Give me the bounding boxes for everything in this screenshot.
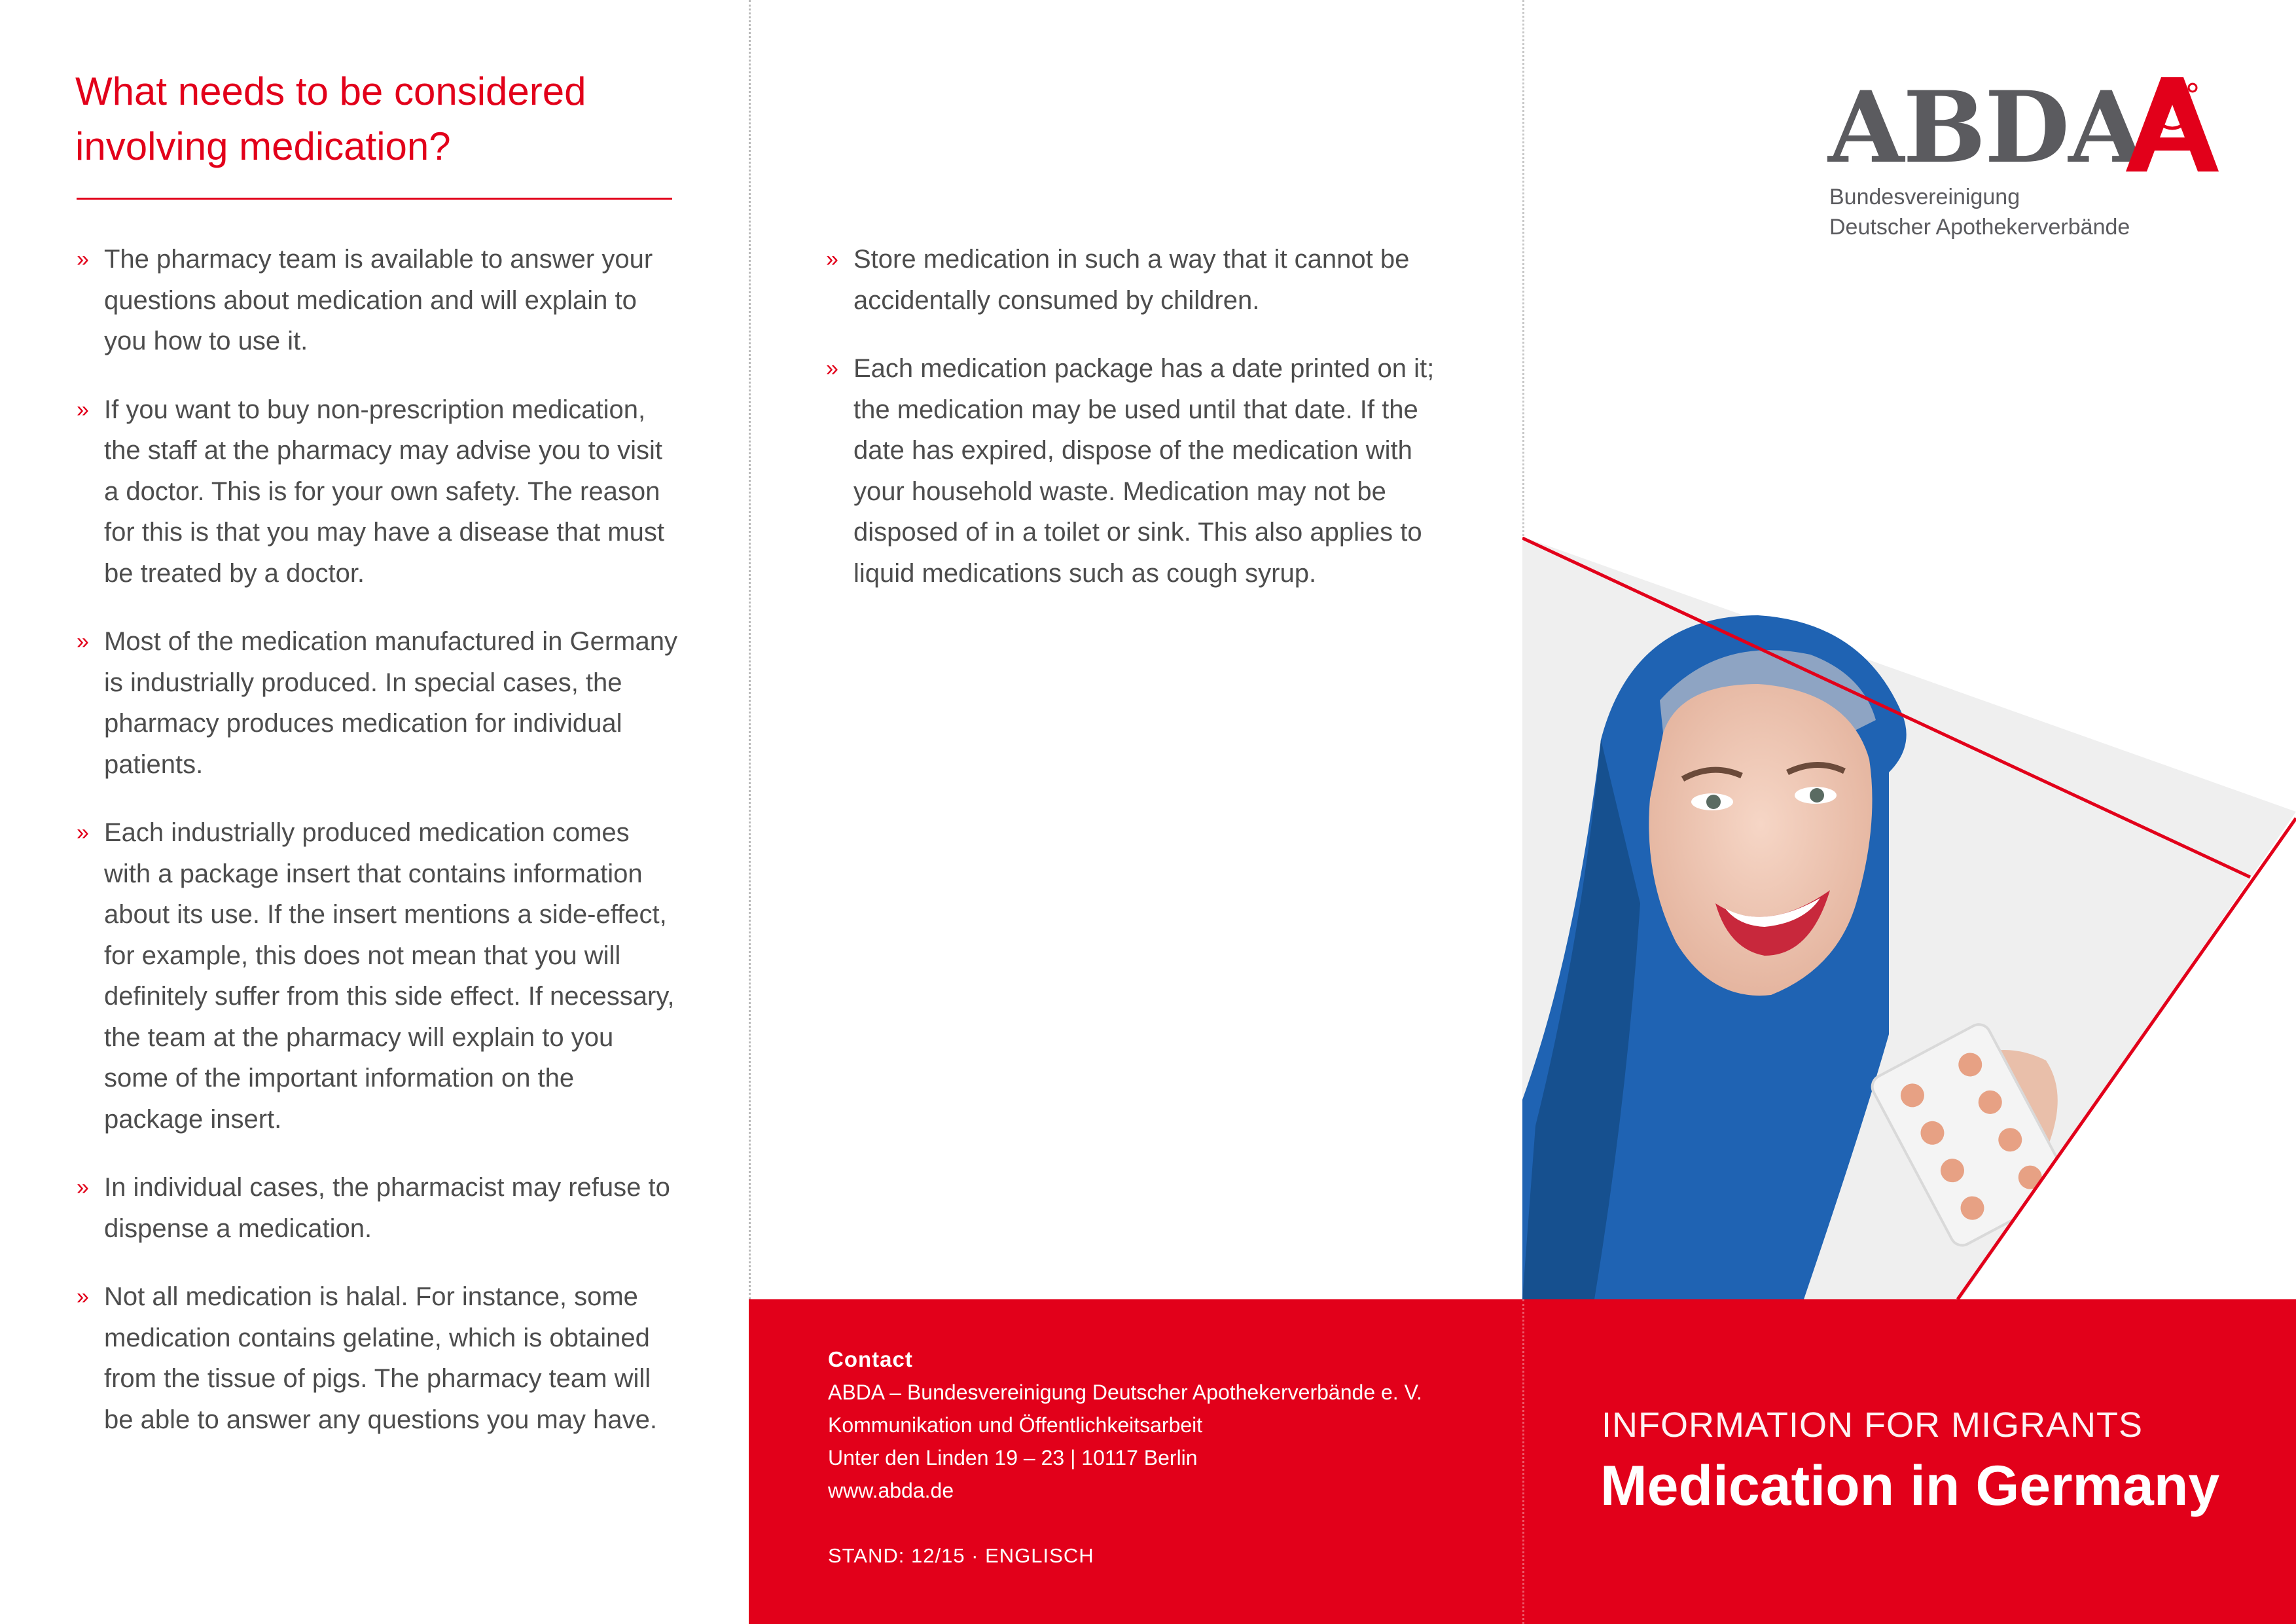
list-item-text: If you want to buy non-prescription medication, the staff at the pharmacy may advise you to visit a doctor. This is for your own safety. The reason for this is that you may have a disease that must be treated by a doctor. <box>104 395 664 588</box>
document-status: STAND: 12/15 · ENGLISCH <box>828 1544 1094 1567</box>
chevron-right-icon: » <box>77 1284 89 1309</box>
page-heading <box>75 64 697 174</box>
list-item-text: Most of the medication manufactured in Germany is industrially produced. In special cases, the pharmacy produces medication for individual patients. <box>104 627 677 779</box>
contact-line: ABDA – Bundesvereinigung Deutscher Apothekerverbände e. V. <box>828 1380 1422 1404</box>
chevron-right-icon: » <box>77 397 89 422</box>
chevron-right-icon: » <box>77 247 89 272</box>
left-iris <box>1706 795 1721 809</box>
contact-website-link[interactable]: www.abda.de <box>828 1479 954 1502</box>
contact-line: Unter den Linden 19 – 23 | 10117 Berlin <box>828 1446 1198 1470</box>
list-item-text: In individual cases, the pharmacist may refuse to dispense a medication. <box>104 1173 670 1243</box>
heading-line: involving medication? <box>75 124 451 168</box>
chevron-right-icon: » <box>77 1175 89 1200</box>
list-item <box>77 1276 679 1440</box>
list-item <box>77 239 679 362</box>
logo-subtitle <box>1829 182 2222 242</box>
left-bullet-list <box>77 239 679 1468</box>
list-item-text: Each industrially produced medication comes with a package insert that contains information about its use. If the insert mentions a side-effect, for example, this does not mean that you will definitely suffer from this side effect. If necessary, the team at the pharmacy will explain to you some of the important information on the package insert. <box>104 818 675 1134</box>
contact-block <box>828 1343 1509 1572</box>
pharmacy-a-icon <box>2121 73 2225 179</box>
list-item-text: Not all medication is halal. For instance, some medication contains gelatine, which is obtained from the tissue of pigs. The pharmacy team will be able to answer any questions you may have. <box>104 1282 657 1434</box>
fold-line <box>1522 1299 1524 1624</box>
list-item-text: Store medication in such a way that it cannot be accidentally consumed by children. <box>853 245 1410 315</box>
logo-subtitle-line: Deutscher Apothekerverbände <box>1829 215 2130 240</box>
list-item <box>826 239 1454 321</box>
fold-line <box>749 0 751 1299</box>
list-item-text: Each medication package has a date printed on it; the medication may be used until that date. If the date has expired, dispose of the medication with your household waste. Medication may not be disposed of in a toilet or sink. This also applies to liquid medications such as cough syrup. <box>853 354 1435 588</box>
middle-bullet-list <box>826 239 1454 621</box>
heading-line: What needs to be considered <box>75 69 586 113</box>
chevron-right-icon: » <box>826 247 838 272</box>
cover-photo <box>1522 537 2296 1299</box>
chevron-right-icon: » <box>826 356 838 381</box>
cover-kicker: INFORMATION FOR MIGRANTS <box>1602 1405 2143 1445</box>
cover-title: Medication in Germany <box>1600 1454 2220 1517</box>
logo-wordmark: ABDA <box>1828 70 2144 185</box>
chevron-right-icon: » <box>77 629 89 654</box>
list-item <box>77 812 679 1140</box>
contact-title: Contact <box>828 1347 913 1371</box>
heading-divider <box>77 198 672 200</box>
chevron-right-icon: » <box>77 820 89 845</box>
contact-line: Kommunikation und Öffentlichkeitsarbeit <box>828 1413 1203 1437</box>
list-item <box>77 389 679 594</box>
list-item <box>77 1167 679 1249</box>
list-item-text: The pharmacy team is available to answer your questions about medication and will explain to you how to use it. <box>104 245 653 355</box>
list-item <box>77 621 679 785</box>
list-item <box>826 348 1454 594</box>
logo-subtitle-line: Bundesvereinigung <box>1829 185 2020 209</box>
right-iris <box>1810 788 1824 803</box>
